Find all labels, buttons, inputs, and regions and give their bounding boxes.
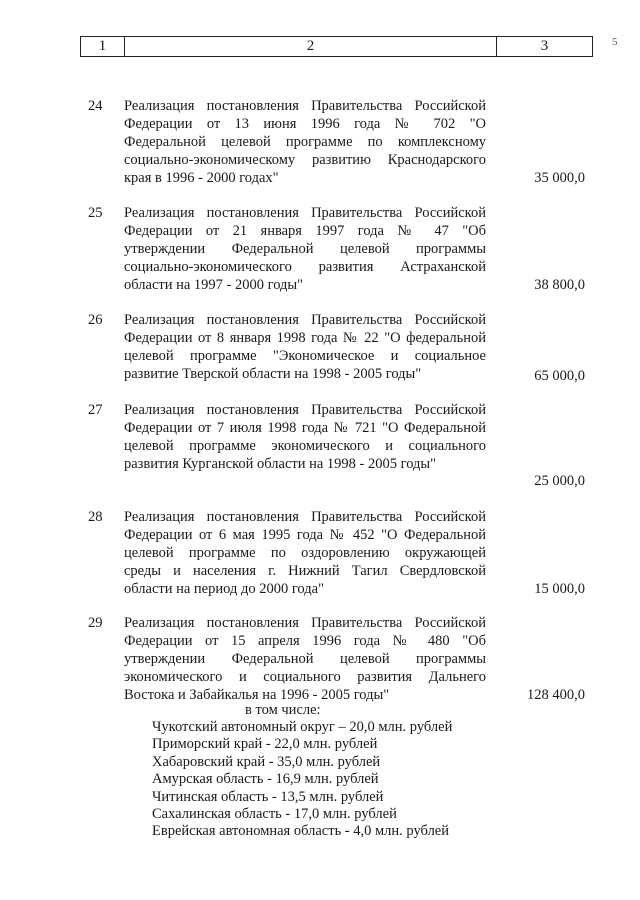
description-line: социально-экономического развития Астраханской bbox=[124, 259, 486, 275]
description-line: среды и населения г. Нижний Тагил Свердловской bbox=[124, 563, 486, 579]
description-line: края в 1996 - 2000 годах" bbox=[124, 170, 279, 186]
description-line: развитие Тверской области на 1998 - 2005 годы" bbox=[124, 366, 422, 382]
row-amount: 25 000,0 bbox=[534, 473, 585, 489]
row-description bbox=[124, 401, 486, 473]
description-line: Реализация постановления Правительства Российской bbox=[124, 312, 486, 328]
description-line: области на период до 2000 года" bbox=[124, 581, 324, 597]
row-amount: 38 800,0 bbox=[534, 277, 585, 293]
description-line: Федеральной целевой программе по комплексному bbox=[124, 134, 486, 150]
description-line: Федерации от 21 января 1997 года № 47 "Об bbox=[124, 223, 486, 239]
row-amount: 15 000,0 bbox=[534, 581, 585, 597]
row-amount: 65 000,0 bbox=[534, 368, 585, 384]
breakdown-list bbox=[152, 719, 452, 841]
description-line: экономического и социального развития Дальнего bbox=[124, 669, 486, 685]
row-number: 24 bbox=[88, 98, 103, 114]
column-header-table bbox=[80, 36, 593, 57]
description-line: целевой программе экономического и социального bbox=[124, 438, 486, 454]
description-line: развития Курганской области на 1998 - 2005 годы" bbox=[124, 456, 437, 472]
description-line: Реализация постановления Правительства Российской bbox=[124, 98, 486, 114]
row-number: 27 bbox=[88, 402, 103, 418]
list-item: Читинская область - 13,5 млн. рублей bbox=[152, 788, 384, 805]
row-number: 29 bbox=[88, 615, 103, 631]
description-line: социально-экономическому развитию Краснодарского bbox=[124, 152, 486, 168]
description-line: Востока и Забайкалья на 1996 - 2005 годы" bbox=[124, 687, 390, 703]
list-item: Хабаровский край - 35,0 млн. рублей bbox=[152, 753, 381, 770]
breakdown-title: в том числе: bbox=[245, 702, 321, 718]
description-line: Федерации от 8 января 1998 года № 22 "О федеральной bbox=[124, 330, 486, 346]
row-description bbox=[124, 508, 486, 598]
description-line: Реализация постановления Правительства Российской bbox=[124, 615, 486, 631]
row-description bbox=[124, 614, 486, 704]
list-item: Сахалинская область - 17,0 млн. рублей bbox=[152, 806, 397, 823]
description-line: утверждении Федеральной целевой программы bbox=[124, 241, 486, 257]
description-line: Федерации от 7 июля 1998 года № 721 "О Федеральной bbox=[124, 420, 486, 436]
row-number: 28 bbox=[88, 509, 103, 525]
description-line: Федерации от 13 июня 1996 года № 702 "О bbox=[124, 116, 486, 132]
row-description bbox=[124, 204, 486, 294]
row-amount: 128 400,0 bbox=[527, 687, 585, 703]
description-line: Федерации от 6 мая 1995 года № 452 "О Федеральной bbox=[124, 527, 486, 543]
row-number: 25 bbox=[88, 205, 103, 221]
row-amount: 35 000,0 bbox=[534, 170, 585, 186]
description-line: Реализация постановления Правительства Российской bbox=[124, 205, 486, 221]
description-line: целевой программе "Экономическое и социальное bbox=[124, 348, 486, 364]
list-item: Приморский край - 22,0 млн. рублей bbox=[152, 736, 378, 753]
row-description bbox=[124, 97, 486, 187]
column-header-2: 2 bbox=[125, 37, 497, 56]
description-line: целевой программе по оздоровлению окружающей bbox=[124, 545, 486, 561]
description-line: Федерации от 15 апреля 1996 года № 480 "Об bbox=[124, 633, 486, 649]
list-item: Еврейская автономная область - 4,0 млн. рублей bbox=[152, 823, 449, 840]
column-header-1: 1 bbox=[81, 37, 125, 56]
row-number: 26 bbox=[88, 312, 103, 328]
page-number-mark: 5 bbox=[612, 36, 618, 48]
column-header-3: 3 bbox=[540, 38, 549, 54]
description-line: Реализация постановления Правительства Российской bbox=[124, 509, 486, 525]
list-item: Чукотский автономный округ – 20,0 млн. рублей bbox=[152, 719, 453, 735]
description-line: Реализация постановления Правительства Российской bbox=[124, 402, 486, 418]
row-description bbox=[124, 311, 486, 383]
description-line: области на 1997 - 2000 годы" bbox=[124, 277, 304, 293]
description-line: утверждении Федеральной целевой программы bbox=[124, 651, 486, 667]
list-item: Амурская область - 16,9 млн. рублей bbox=[152, 771, 379, 788]
